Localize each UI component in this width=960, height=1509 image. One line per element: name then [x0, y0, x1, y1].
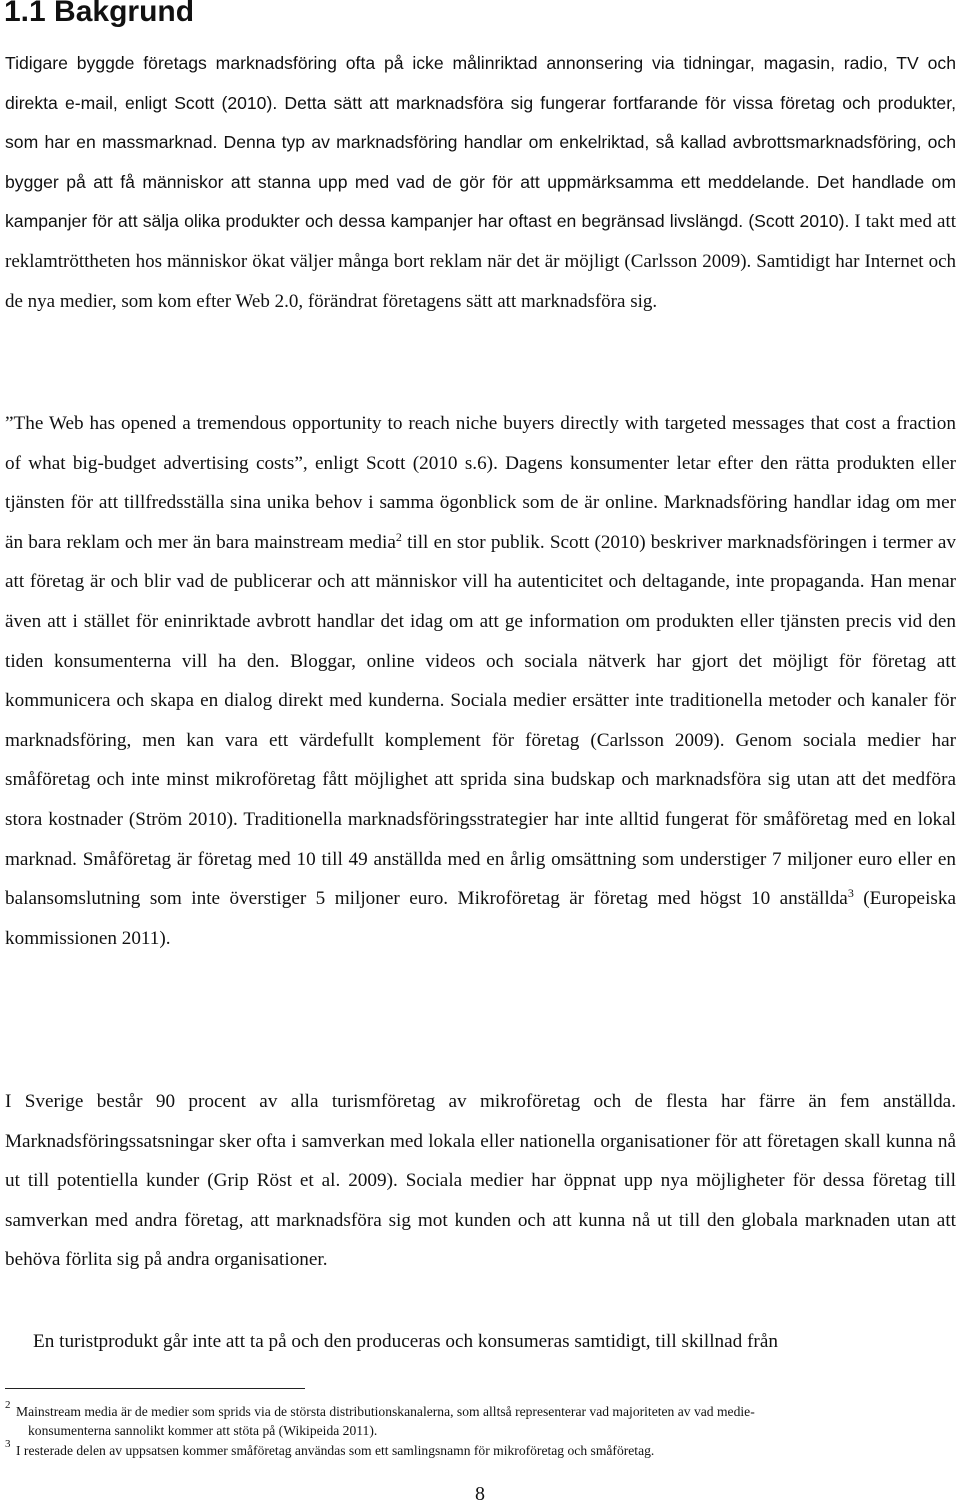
footnote-3 — [5, 1438, 956, 1460]
footnote-2 — [5, 1399, 956, 1440]
footnote-separator — [5, 1388, 305, 1389]
footnote-number: 3 — [5, 1438, 11, 1450]
paragraph-segment: ”The Web has opened a tremendous opportunity to reach niche buyers directly with targeted messages that cost a fraction of what big-budget advertising costs”, enligt Scott (2010 s.6). Dagens konsumenter letar efter den rätta produkten eller tjänsten för att tillfredsställa sina unika behov i samma ögonblick som de är online. Marknadsföring handlar idag om mer än bara reklam och mer än bara mainstream media — [5, 413, 956, 553]
footnote-text — [5, 1402, 956, 1440]
paragraph-background-intro — [5, 44, 956, 321]
footnote-ref-2[interactable]: 2 — [395, 529, 402, 544]
section-heading: 1.1 Bakgrund — [4, 0, 195, 28]
paragraph-sweden-tourism: I Sverige består 90 procent av alla turismföretag av mikroföretag och de flesta har färre än fem anställda. Marknadsföringssatsningar sker ofta i samverkan med lokala eller nationella organisationer för att företagen skall kunna nå ut till potentiella kunder (Grip Röst et al. 2009). Sociala medier har öppnat upp nya möjligheter för dessa företag till samverkan med andra företag, att marknadsföra sig mot kunden och att kunna nå ut till den globala marknaden utan att behöva förlita sig på andra organisationer. — [5, 1091, 956, 1271]
footnote-text: I resterade delen av uppsatsen kommer småföretag användas som ett samlingsnamn för mikroföretag och småföretag. — [16, 1443, 655, 1458]
paragraph-segment: (Europeiska kommissionen 2011). — [5, 888, 956, 949]
paragraph-segment: Tidigare byggde företags marknadsföring ofta på icke målinriktad annonsering via tidningar, magasin, radio, TV och direkta e-mail, enligt Scott (2010). Detta sätt att marknadsföra sig fungerar fortfarande för vissa företag och produkter, som har en massmarknad. — [5, 53, 956, 153]
paragraph-tourism-product — [5, 1322, 956, 1362]
paragraph-segment: till en stor publik. Scott (2010) beskriver marknadsföringen i termer av att företag är och blir vad de publicerar och att människor vill ha autenticitet och deltagande, inte propaganda. Han menar även att i stället för eninriktade avbrott handlar det idag om att ge information om produkten eller tjänsten precis vid den tiden konsumenterna vill ha den. Bloggar, online videos och sociala nätverk har gjort det möjligt för företag att kommunicera och skapa en dialog direkt med kunderna. Sociala medier ersätter inte traditionella metoder och kanaler för marknadsföring, men kan vara ett värdefullt komplement för företag (Carlsson 2009). Genom sociala medier har småföretag och inte minst mikroföretag fått möjlighet att sprida sina budskap och marknadsföra sig utan att det medföra stora kostnader (Ström 2010). Traditionella marknadsföringsstrategier har inte alltid fungerat för småföretag med en lokal marknad. Småföretag är företag med 10 till 49 anställda med en årlig omsättning som understiger 7 miljoner euro eller en balansomslutning som inte överstiger 5 miljoner euro. Mikroföretag är företag med högst 10 anställda — [5, 531, 956, 910]
footnote-line: Mainstream media är de medier som sprids via de största distributionskanalerna, som alltså representerar vad majoriteten av vad medie- — [16, 1404, 755, 1419]
paragraph-segment: En turistprodukt går inte att ta på och den produceras och konsumeras samtidigt, till skillnad från — [33, 1331, 778, 1352]
footnote-ref-3[interactable]: 3 — [847, 885, 854, 900]
paragraph-web-marketing — [5, 404, 956, 958]
footnote-number: 2 — [5, 1399, 11, 1411]
paragraph-segment: Denna typ av marknadsföring handlar om enkelriktad, så kallad avbrottsmarknadsföring, och bygger på att få människor att stanna upp med vad de gör för att uppmärksamma ett meddelande. Det handlade om kampanjer för att sälja olika produkter och dessa kampanjer har oftast en begränsad livslängd. (Scott 2010). — [5, 132, 956, 232]
paragraph-segment: I takt med att reklamtröttheten hos människor ökat väljer många bort reklam när det är möjligt (Carlsson 2009). Samtidigt har Internet och de nya medier, som kom efter Web 2.0, förändrat företagens sätt att marknadsföra sig. — [5, 211, 957, 312]
page-number: 8 — [475, 1483, 485, 1505]
footnote-line: konsumenterna sannolikt kommer att stöta på (Wikipeida 2011). — [28, 1423, 378, 1438]
